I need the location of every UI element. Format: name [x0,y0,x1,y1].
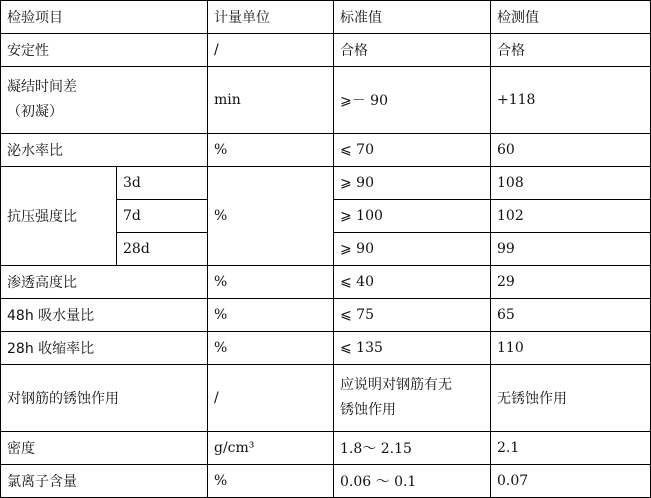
row-standard: 1.8～ 2.15 [334,432,491,465]
table-row [1,34,651,67]
row-measured: 108 [491,167,651,200]
row-item: 48h 吸水量比 [1,299,208,332]
row-item: 泌水率比 [1,134,208,167]
row-standard: ⩽ 75 [334,299,491,332]
header-standard: 标准值 [334,1,491,34]
header-item: 检验项目 [1,1,208,34]
row-item: 氯离子含量 [1,465,208,498]
row-standard: ⩽ 135 [334,332,491,365]
header-unit: 计量单位 [208,1,334,34]
row-standard: ⩽ 70 [334,134,491,167]
row-measured: 2.1 [491,432,651,465]
row-unit: % [208,266,334,299]
row-unit: / [208,365,334,432]
row-item: 安定性 [1,34,208,67]
row-unit: % [208,332,334,365]
table-row [1,365,651,432]
header-measured: 检测值 [491,1,651,34]
row-measured: +118 [491,67,651,134]
row-item-line: 凝结时间差 [7,79,77,95]
row-item: 抗压强度比 [1,167,117,266]
row-measured: 0.07 [491,465,651,498]
row-unit: min [208,67,334,134]
row-standard-line: 应说明对钢筋有无 [340,377,452,393]
row-unit: % [208,299,334,332]
table-row [1,465,651,498]
row-measured: 29 [491,266,651,299]
row-standard: ⩾－ 90 [334,67,491,134]
table-row [1,432,651,465]
row-unit: % [208,465,334,498]
row-standard [334,365,491,432]
row-age: 3d [117,167,208,200]
row-measured: 110 [491,332,651,365]
row-unit: % [208,134,334,167]
row-standard-line: 锈蚀作用 [340,402,396,418]
row-item: 密度 [1,432,208,465]
row-item: 28h 收缩率比 [1,332,208,365]
table-row [1,266,651,299]
row-age: 28d [117,233,208,266]
table-row [1,134,651,167]
row-measured: 65 [491,299,651,332]
header-row [1,1,651,34]
row-item-line: （初凝） [7,104,63,120]
row-standard: ⩾ 90 [334,233,491,266]
row-measured: 60 [491,134,651,167]
row-item [1,67,208,134]
table-row [1,167,651,200]
table-row [1,67,651,134]
row-age: 7d [117,200,208,233]
table-row [1,299,651,332]
row-measured: 合格 [491,34,651,67]
row-measured: 无锈蚀作用 [491,365,651,432]
row-item: 对钢筋的锈蚀作用 [1,365,208,432]
row-standard: ⩾ 90 [334,167,491,200]
row-unit: / [208,34,334,67]
row-standard: ⩽ 40 [334,266,491,299]
row-item: 渗透高度比 [1,266,208,299]
row-standard: ⩾ 100 [334,200,491,233]
row-measured: 102 [491,200,651,233]
row-standard: 合格 [334,34,491,67]
row-unit: % [208,167,334,266]
row-standard: 0.06 ～ 0.1 [334,465,491,498]
table-row [1,332,651,365]
row-unit: g/cm³ [208,432,334,465]
row-measured: 99 [491,233,651,266]
